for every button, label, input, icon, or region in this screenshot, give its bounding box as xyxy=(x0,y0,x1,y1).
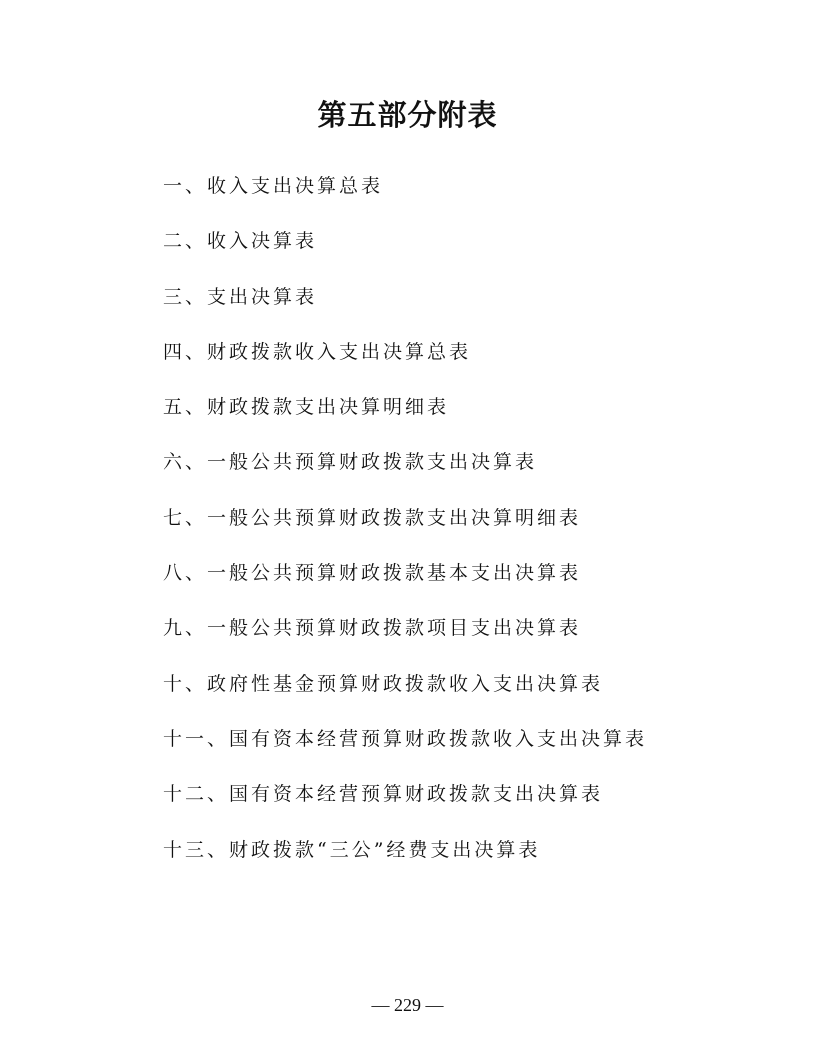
list-item: 十、政府性基金预算财政拨款收入支出决算表 xyxy=(163,672,604,695)
list-item: 四、财政拨款收入支出决算总表 xyxy=(163,340,472,363)
list-item: 八、一般公共预算财政拨款基本支出决算表 xyxy=(163,562,582,585)
page-title: 第五部分附表 xyxy=(317,98,498,132)
list-item: 七、一般公共预算财政拨款支出决算明细表 xyxy=(163,506,582,529)
list-item: 一、收入支出决算总表 xyxy=(163,175,384,197)
page-number: — 229 — xyxy=(371,995,444,1015)
appendix-table-list xyxy=(163,172,647,891)
list-item: 十二、国有资本经营预算财政拨款支出决算表 xyxy=(163,783,604,806)
list-item: 十一、国有资本经营预算财政拨款收入支出决算表 xyxy=(163,727,648,750)
list-item: 十三、财政拨款“三公”经费支出决算表 xyxy=(163,838,541,861)
list-item: 六、一般公共预算财政拨款支出决算表 xyxy=(163,451,538,474)
list-item: 五、财政拨款支出决算明细表 xyxy=(163,396,450,419)
list-item: 九、一般公共预算财政拨款项目支出决算表 xyxy=(163,617,582,640)
list-item: 二、收入决算表 xyxy=(163,230,318,253)
list-item: 三、支出决算表 xyxy=(163,285,318,308)
